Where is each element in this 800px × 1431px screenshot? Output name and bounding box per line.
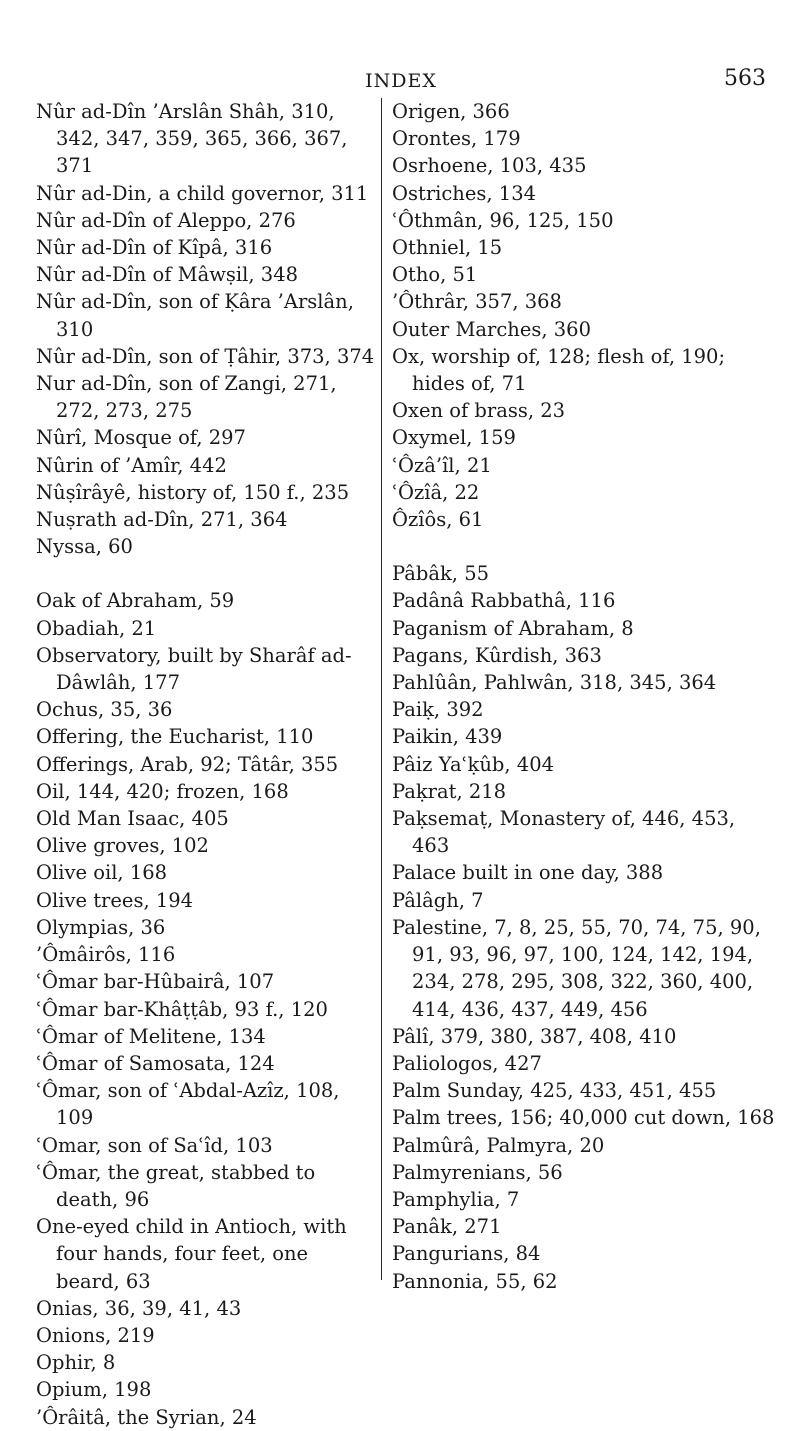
index-entry: ʿOmar, son of Saʿîd, 103 <box>36 1133 273 1157</box>
index-column-right <box>392 98 777 1295</box>
index-entry: Pâiz Yaʿḳûb, 404 <box>392 752 555 776</box>
index-entry: Nûrî, Mosque of, 297 <box>36 426 246 450</box>
index-entry: Oxymel, 159 <box>392 426 516 450</box>
index-entry: Outer Marches, 360 <box>392 317 591 341</box>
index-entry: Obadiah, 21 <box>36 616 157 640</box>
index-entry: ʿÔmar bar-Khâṭṭâb, 93 f., 120 <box>36 997 328 1021</box>
index-entry: Orontes, 179 <box>392 127 521 151</box>
index-entry: One-eyed child in Antioch, with four hands, four feet, one beard, 63 <box>36 1215 347 1293</box>
index-entry: Olympias, 36 <box>36 915 166 939</box>
index-entry: Nyssa, 60 <box>36 535 133 559</box>
index-entry: Pannonia, 55, 62 <box>392 1269 558 1293</box>
index-entry: Pangurians, 84 <box>392 1242 541 1266</box>
index-entry: Otho, 51 <box>392 263 478 287</box>
page-number: 563 <box>724 66 766 91</box>
index-entry: ʿÔzîâ, 22 <box>392 480 480 504</box>
index-entry: ʿÔmar of Melitene, 134 <box>36 1024 266 1048</box>
index-entry: Olive oil, 168 <box>36 861 168 885</box>
index-entry: Paiḳ, 392 <box>392 698 484 722</box>
index-entry: Othniel, 15 <box>392 236 503 260</box>
index-entry: Pamphylia, 7 <box>392 1187 520 1211</box>
index-entry: ʿÔthmân, 96, 125, 150 <box>392 208 614 232</box>
index-entry: Ophir, 8 <box>36 1351 116 1375</box>
index-entry: ’Ôrâitâ, the Syrian, 24 <box>36 1405 257 1429</box>
index-entry: Offerings, Arab, 92; Tâtâr, 355 <box>36 752 339 776</box>
index-entry: Nur ad-Dîn, son of Zangi, 271, 272, 273, 275 <box>36 372 337 423</box>
index-entry: Nûr ad-Dîn of Kîpâ, 316 <box>36 236 273 260</box>
index-entry: Oil, 144, 420; frozen, 168 <box>36 779 289 803</box>
index-entry: Observatory, built by Sharâf ad-Dâwlâh, 177 <box>36 643 352 695</box>
index-entry: ’Ôthrâr, 357, 368 <box>392 290 562 314</box>
index-entry: Nuṣrath ad-Dîn, 271, 364 <box>36 508 288 532</box>
index-entry: Palm Sunday, 425, 433, 451, 455 <box>392 1079 717 1103</box>
index-entry: Paḳsemaṭ, Monastery of, 446, 453, 463 <box>392 807 736 858</box>
index-entry: Nûrin of ’Amîr, 442 <box>36 453 227 477</box>
page-title: INDEX <box>365 70 437 92</box>
index-entry: Osrhoene, 103, 435 <box>392 154 587 178</box>
index-entry: Ochus, 35, 36 <box>36 698 173 722</box>
index-entry: Pâbâk, 55 <box>392 562 490 586</box>
index-entry: Paliologos, 427 <box>392 1051 542 1075</box>
index-entry: Offering, the Eucharist, 110 <box>36 725 314 749</box>
index-entry: Paḳrat, 218 <box>392 779 507 803</box>
index-entry: Paganism of Abraham, 8 <box>392 616 634 640</box>
column-divider <box>381 98 382 1280</box>
index-entry: Onions, 219 <box>36 1323 155 1347</box>
index-entry: Pâlâgh, 7 <box>392 888 484 912</box>
index-entry: ʿÔmar, the great, stabbed to death, 96 <box>36 1160 316 1211</box>
index-entry: Nûṣîrâyê, history of, 150 f., 235 <box>36 480 350 504</box>
index-entry: Olive trees, 194 <box>36 888 194 912</box>
index-entry: Nûr ad-Dîn, son of Ṭâhir, 373, 374 <box>36 344 375 368</box>
index-entry: Oak of Abraham, 59 <box>36 589 235 613</box>
index-entry: ʿÔmar bar-Hûbairâ, 107 <box>36 970 275 994</box>
index-entry: Palestine, 7, 8, 25, 55, 70, 74, 75, 90, 91, 93, 96, 97, 100, 124, 142, 194, 234, 278, 295, 308, 322, 360, 400, 414, 436, 437, 449, 456 <box>392 915 761 1021</box>
index-entry: Palace built in one day, 388 <box>392 861 664 885</box>
index-entry: ʿÔzâ’îl, 21 <box>392 453 492 477</box>
index-entry: Ôzîôs, 61 <box>392 508 484 532</box>
index-entry: ʿÔmar, son of ʿAbdal-Azîz, 108, 109 <box>36 1079 340 1130</box>
index-entry: Ostriches, 134 <box>392 181 537 205</box>
index-entry: Nûr ad-Dîn of Mâwṣil, 348 <box>36 263 299 287</box>
index-entry: Palmûrâ, Palmyra, 20 <box>392 1133 605 1157</box>
index-entry: Nûr ad-Din, a child governor, 311 <box>36 181 369 205</box>
index-entry: Nûr ad-Dîn, son of Ḳâra ’Arslân, 310 <box>36 290 354 341</box>
index-entry: Pahlûân, Pahlwân, 318, 345, 364 <box>392 671 717 695</box>
index-column-left <box>36 98 376 1431</box>
index-entry: Nûr ad-Dîn of Aleppo, 276 <box>36 208 296 232</box>
index-entry: Panâk, 271 <box>392 1215 502 1239</box>
index-entry: Nûr ad-Dîn ’Arslân Shâh, 310, 342, 347, 359, 365, 366, 367, 371 <box>36 100 348 178</box>
index-entry: Olive groves, 102 <box>36 834 209 858</box>
index-entry: ʿÔmar of Samosata, 124 <box>36 1051 275 1075</box>
index-entry: Pagans, Kûrdish, 363 <box>392 643 602 667</box>
index-entry: Ox, worship of, 128; flesh of, 190; hides of, 71 <box>392 344 726 396</box>
index-entry: Opium, 198 <box>36 1378 152 1402</box>
index-entry: Oxen of brass, 23 <box>392 399 566 423</box>
index-entry: Onias, 36, 39, 41, 43 <box>36 1296 242 1320</box>
index-entry: Pâlî, 379, 380, 387, 408, 410 <box>392 1024 677 1048</box>
index-entry: ’Ômâirôs, 116 <box>36 943 176 967</box>
index-entry: Palm trees, 156; 40,000 cut down, 168 <box>392 1106 775 1130</box>
index-entry: Old Man Isaac, 405 <box>36 807 229 831</box>
index-entry: Paikin, 439 <box>392 725 503 749</box>
index-entry: Palmyrenians, 56 <box>392 1160 563 1184</box>
index-entry: Padânâ Rabbathâ, 116 <box>392 589 616 613</box>
index-entry: Origen, 366 <box>392 100 510 123</box>
